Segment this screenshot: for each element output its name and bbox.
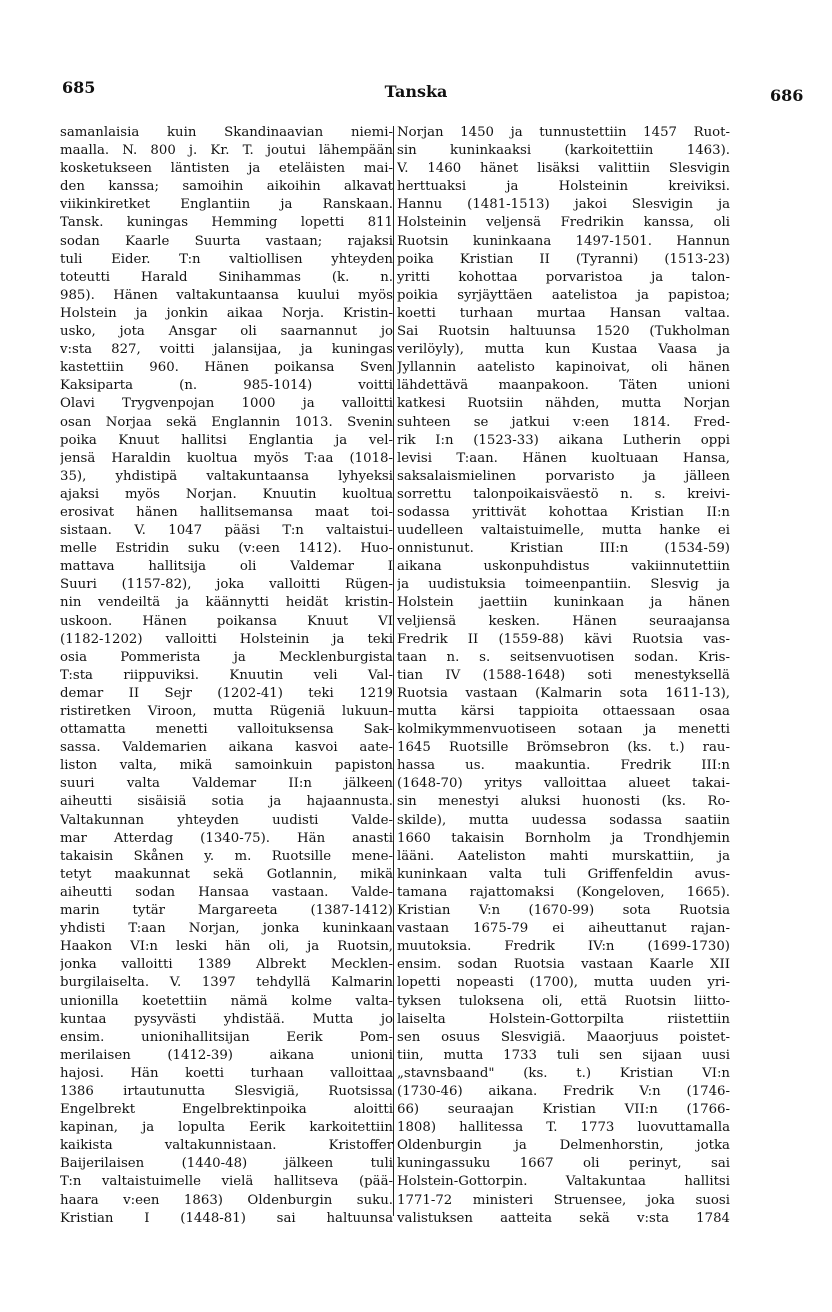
text-line: Kaksiparta (n. 985-1014) voitti: [60, 378, 393, 394]
text-line: (1730-46) aikana. Fredrik V:n (1746-: [397, 1083, 730, 1099]
text-line: ajaksi myös Norjan. Knuutin kuoltua: [60, 486, 393, 502]
text-line: Valtakunnan yhteyden uudisti Valde-: [60, 812, 393, 828]
text-line: 1660 takaisin Bornholm ja Trondhjemin: [397, 830, 730, 846]
page-title: Tanska: [384, 82, 448, 101]
text-line: poika Kristian II (Tyranni) (1513-23): [397, 251, 730, 267]
text-line: sen osuus Slesvigiä. Maaorjuus poistet-: [397, 1029, 730, 1045]
text-line: ensim. sodan Ruotsia vastaan Kaarle XII: [397, 957, 730, 973]
text-line: melle Estridin suku (v:een 1412). Huo-: [60, 541, 393, 557]
text-line: mattava hallitsija oli Valdemar I: [60, 559, 393, 575]
text-line: tetyt maakunnat sekä Gotlannin, mikä: [60, 866, 393, 882]
text-line: (1648-70) yritys valloittaa alueet takai-: [397, 776, 730, 792]
text-line: tian IV (1588-1648) soti menestyksellä: [397, 667, 730, 683]
text-line: Ruotsin kuninkaana 1497-1501. Hannun: [397, 233, 730, 249]
text-line: kuningassuku 1667 oli perinyt, sai: [397, 1156, 730, 1172]
text-line: sin menestyi aluksi huonosti (ks. Ro-: [397, 794, 730, 810]
text-line: osia Pommerista ja Mecklenburgista: [60, 649, 393, 665]
text-line: rik I:n (1523-33) aikana Lutherin oppi: [397, 432, 730, 448]
text-line: den kanssa; samoihin aikoihin alkavat: [60, 179, 393, 195]
text-line: mar Atterdag (1340-75). Hän anasti: [60, 830, 393, 846]
text-line: kuntaa pysyvästi yhdistää. Mutta jo: [60, 1011, 393, 1027]
text-line: poika Knuut hallitsi Englantia ja vel-: [60, 432, 393, 448]
text-line: hassa us. maakuntia. Fredrik III:n: [397, 758, 730, 774]
text-line: saksalaismielinen porvaristo ja jälleen: [397, 468, 730, 484]
text-line: osan Norjaa sekä Englannin 1013. Svenin: [60, 414, 393, 430]
text-line: valistuksen aatteita sekä v:sta 1784: [397, 1210, 730, 1226]
text-line: uskoon. Hänen poikansa Knuut VI: [60, 613, 393, 629]
text-line: takaisin Skånen y. m. Ruotsille mene-: [60, 848, 393, 864]
text-line: vastaan 1675-79 ei aiheuttanut rajan-: [397, 921, 730, 937]
text-line: T:n valtaistuimelle vielä hallitseva (pää-: [60, 1174, 393, 1190]
text-line: Suuri (1157-82), joka valloitti Rügen-: [60, 577, 393, 593]
text-line: Baijerilaisen (1440-48) jälkeen tuli: [60, 1156, 393, 1172]
text-line: uudelleen valtaistuimelle, mutta hanke ei: [397, 523, 730, 539]
text-line: Holstein jaettiin kuninkaan ja hänen: [397, 595, 730, 611]
text-line: nin vendeiltä ja käännytti heidät kristin-: [60, 595, 393, 611]
text-line: aikana uskonpuhdistus vakiinnutettiin: [397, 559, 730, 575]
text-line: muutoksia. Fredrik IV:n (1699-1730): [397, 939, 730, 955]
text-line: sistaan. V. 1047 pääsi T:n valtaistui-: [60, 523, 393, 539]
text-line: 1771-72 ministeri Struensee, joka suosi: [397, 1192, 730, 1208]
text-line: skilde), mutta uudessa sodassa saatiin: [397, 812, 730, 828]
text-line: taan n. s. seitsenvuotisen sodan. Kris-: [397, 649, 730, 665]
text-line: onnistunut. Kristian III:n (1534-59): [397, 541, 730, 557]
text-line: suhteen se jatkui v:een 1814. Fred-: [397, 414, 730, 430]
text-line: marin tytär Margareeta (1387-1412): [60, 903, 393, 919]
text-line: tamana rajattomaksi (Kongeloven, 1665).: [397, 884, 730, 900]
text-line: Holsteinin veljensä Fredrikin kanssa, oli: [397, 215, 730, 231]
text-line: kapinan, ja lopulta Eerik karkoitettiin: [60, 1120, 393, 1136]
text-line: Kristian I (1448-81) sai haltuunsa: [60, 1210, 393, 1226]
text-line: ensim. unionihallitsijan Eerik Pom-: [60, 1029, 393, 1045]
text-line: Fredrik II (1559-88) kävi Ruotsia vas-: [397, 631, 730, 647]
text-line: Haakon VI:n leski hän oli, ja Ruotsin,: [60, 939, 393, 955]
text-line: 35), yhdistipä valtakuntaansa lyhyeksi: [60, 468, 393, 484]
text-line: viikinkiretket Englantiin ja Ranskaan.: [60, 197, 393, 213]
text-line: demar II Sejr (1202-41) teki 1219: [60, 685, 393, 701]
text-line: 1808) hallitessa T. 1773 luovuttamalla: [397, 1120, 730, 1136]
text-line: lääni. Aateliston mahti murskattiin, ja: [397, 848, 730, 864]
text-line: ottamatta menetti valloituksensa Sak-: [60, 722, 393, 738]
text-line: haara v:een 1863) Oldenburgin suku.: [60, 1192, 393, 1208]
text-line: jensä Haraldin kuoltua myös T:aa (1018-: [60, 450, 393, 466]
text-line: merilaisen (1412-39) aikana unioni: [60, 1047, 393, 1063]
text-line: 985). Hänen valtakuntaansa kuului myös: [60, 287, 393, 303]
text-line: T:sta riippuviksi. Knuutin veli Val-: [60, 667, 393, 683]
left-column: [60, 124, 393, 1228]
text-line: ristiretken Viroon, mutta Rügeniä lukuun-: [60, 704, 393, 719]
text-line: v:sta 827, voitti jalansijaa, ja kuningas: [60, 342, 393, 358]
text-line: herttuaksi ja Holsteinin kreiviksi.: [397, 179, 730, 195]
text-line: Holstein ja jonkin aikaa Norja. Kristin-: [60, 305, 393, 321]
page-number-right: 686: [770, 86, 804, 105]
text-line: Olavi Trygvenpojan 1000 ja valloitti: [60, 396, 393, 412]
text-line: unionilla koetettiin nämä kolme valta-: [60, 993, 393, 1009]
text-line: (1182-1202) valloitti Holsteinin ja teki: [60, 631, 393, 647]
text-line: jonka valloitti 1389 Albrekt Mecklen-: [60, 957, 393, 973]
text-line: poikia syrjäyttäen aatelistoa ja papistoa;: [397, 287, 730, 303]
text-line: V. 1460 hänet lisäksi valittiin Slesvigin: [397, 161, 730, 177]
text-line: erosivat hänen hallitsemansa maat toi-: [60, 504, 393, 520]
text-line: lopetti nopeasti (1700), mutta uuden yri-: [397, 975, 730, 991]
text-line: aiheutti sodan Hansaa vastaan. Valde-: [60, 884, 393, 900]
text-line: kolmikymmenvuotiseen sotaan ja menetti: [397, 722, 730, 738]
text-line: laiselta Holstein-Gottorpilta riistettiin: [397, 1011, 730, 1027]
text-line: aiheutti sisäisiä sotia ja hajaannusta.: [60, 794, 393, 810]
text-line: sodan Kaarle Suurta vastaan; rajaksi: [60, 233, 393, 249]
text-line: burgilaiselta. V. 1397 tehdyllä Kalmarin: [60, 975, 393, 991]
text-line: Ruotsia vastaan (Kalmarin sota 1611-13),: [397, 685, 730, 701]
text-line: Sai Ruotsin haltuunsa 1520 (Tukholman: [397, 324, 730, 340]
text-line: sorrettu talonpoikaisväestö n. s. kreivi-: [397, 486, 730, 502]
text-line: levisi T:aan. Hänen kuoltuaan Hansa,: [397, 450, 730, 466]
text-line: yritti kohottaa porvaristoa ja talon-: [397, 269, 730, 285]
text-line: kastettiin 960. Hänen poikansa Sven: [60, 360, 393, 376]
text-line: Hannu (1481-1513) jakoi Slesvigin ja: [397, 197, 730, 213]
text-line: tyksen tuloksena oli, että Ruotsin liitto-: [397, 993, 730, 1009]
text-line: tiin, mutta 1733 tuli sen sijaan uusi: [397, 1047, 730, 1063]
text-line: kaikista valtakunnistaan. Kristoffer: [60, 1138, 393, 1154]
text-line: Kristian V:n (1670-99) sota Ruotsia: [397, 903, 730, 919]
text-line: Oldenburgin ja Delmenhorstin, jotka: [397, 1138, 730, 1154]
text-line: maalla. N. 800 j. Kr. T. joutui lähempään: [60, 143, 393, 159]
text-line: Engelbrekt Engelbrektinpoika aloitti: [60, 1102, 393, 1118]
text-line: tuli Eider. T:n valtiollisen yhteyden: [60, 251, 393, 267]
text-line: sin kuninkaaksi (karkoitettiin 1463).: [397, 143, 730, 159]
text-line: 1386 irtautunutta Slesvigiä, Ruotsissa: [60, 1083, 393, 1099]
text-line: yhdisti T:aan Norjan, jonka kuninkaan: [60, 921, 393, 937]
text-line: kuninkaan valta tuli Griffenfeldin avus-: [397, 866, 730, 882]
text-line: lähdettävä maanpakoon. Täten unioni: [397, 378, 730, 394]
text-line: koetti turhaan murtaa Hansan valtaa.: [397, 305, 730, 321]
text-line: sodassa yrittivät kohottaa Kristian II:n: [397, 504, 730, 520]
right-column: [397, 124, 730, 1228]
text-line: toteutti Harald Sinihammas (k. n.: [60, 269, 393, 285]
text-line: 1645 Ruotsille Brömsebron (ks. t.) rau-: [397, 740, 730, 756]
column-divider: [393, 126, 394, 1216]
text-line: Holstein-Gottorpin. Valtakuntaa hallitsi: [397, 1174, 730, 1190]
text-line: samanlaisia kuin Skandinaavian niemi-: [60, 125, 393, 140]
text-line: mutta kärsi tappioita ottaessaan osaa: [397, 704, 730, 719]
text-line: usko, jota Ansgar oli saarnannut jo: [60, 324, 393, 340]
page-number-left: 685: [62, 78, 96, 97]
text-line: suuri valta Valdemar II:n jälkeen: [60, 776, 393, 792]
text-line: sassa. Valdemarien aikana kasvoi aate-: [60, 740, 393, 756]
text-line: veljiensä kesken. Hänen seuraajansa: [397, 613, 730, 629]
text-line: Jyllannin aatelisto kapinoivat, oli hänen: [397, 360, 730, 376]
text-line: Norjan 1450 ja tunnustettiin 1457 Ruot-: [397, 125, 730, 140]
text-line: ja uudistuksia toimeenpantiin. Slesvig ja: [397, 577, 730, 593]
text-line: liston valta, mikä samoinkuin papiston: [60, 758, 393, 774]
text-line: kosketukseen läntisten ja eteläisten mai-: [60, 161, 393, 177]
text-line: „stavnsbaand" (ks. t.) Kristian VI:n: [397, 1065, 730, 1081]
text-line: katkesi Ruotsiin nähden, mutta Norjan: [397, 396, 730, 412]
text-line: hajosi. Hän koetti turhaan valloittaa: [60, 1065, 393, 1081]
text-line: Tansk. kuningas Hemming lopetti 811: [60, 215, 393, 231]
text-line: 66) seuraajan Kristian VII:n (1766-: [397, 1102, 730, 1118]
text-line: verilöyly), mutta kun Kustaa Vaasa ja: [397, 342, 730, 358]
